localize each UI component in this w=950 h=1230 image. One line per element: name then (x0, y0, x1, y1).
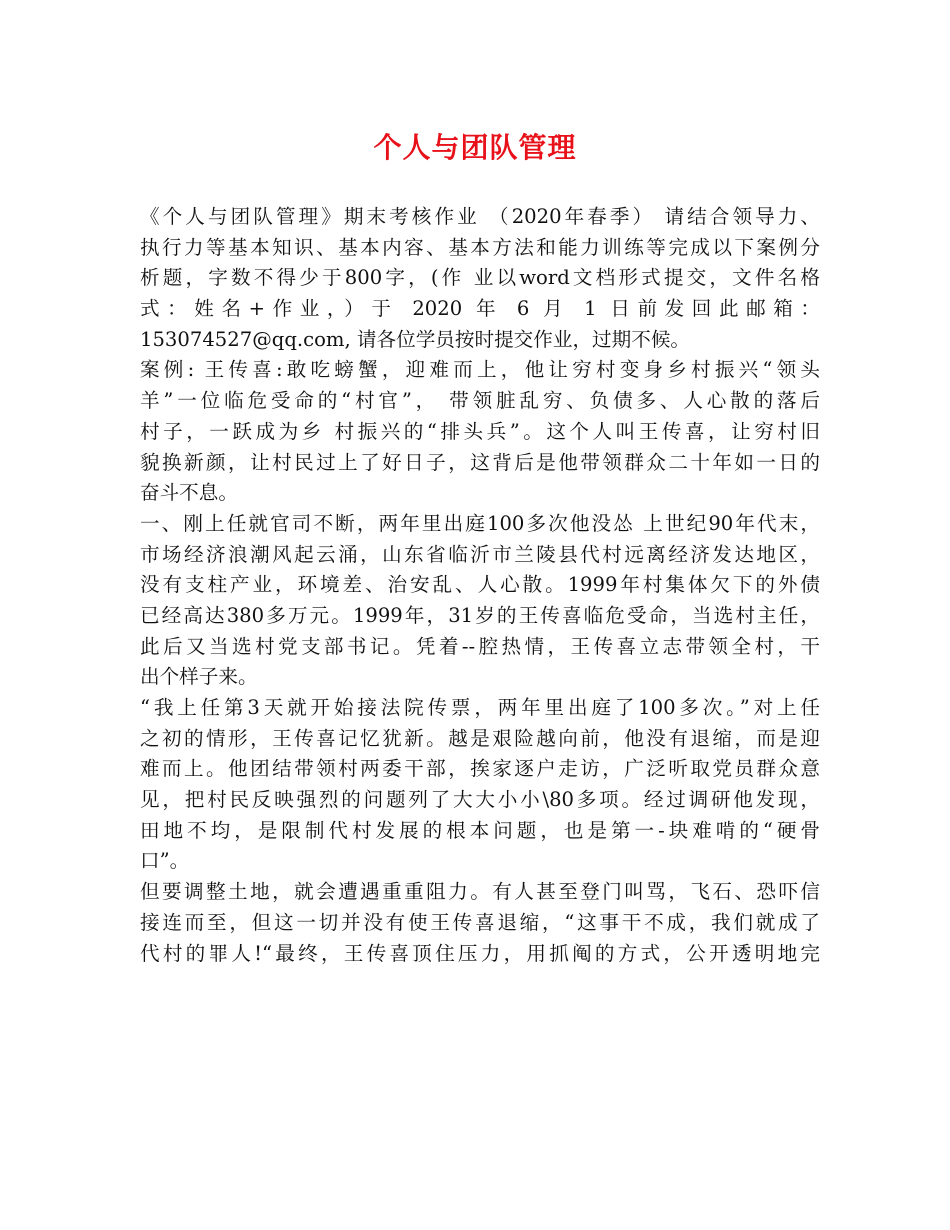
body-line: 153074527@qq.com, 请各位学员按时提交作业，过期不候。 (140, 327, 691, 351)
body-line: 羊”一位临危受命的“村官”， 带领脏乱穷、负债多、人心散的落后 (140, 389, 820, 413)
body-line: 见，把村民反映强烈的问题列了大大小小\80多项。经过调研他发现， (140, 788, 820, 812)
body-line: 口”。 (140, 849, 190, 873)
body-line: 案例: 王传喜:敢吃螃蟹，迎难而上，他让穷村变身乡村振兴“领头 (140, 358, 820, 382)
body-line: “我上任第3天就开始接法院传票，两年里出庭了100多次。”对上任 (140, 696, 820, 719)
body-line: 代村的罪人!“最终，王传喜顶住压力，用抓阄的方式，公开透明地完 (140, 941, 820, 965)
document-body (140, 202, 820, 969)
body-line: 但要调整土地，就会遭遇重重阻力。有人甚至登门叫骂，飞石、恐吓信 (140, 880, 820, 904)
body-line: 村子，一跃成为乡 村振兴的“排头兵”。这个人叫王传喜，让穷村旧 (140, 419, 820, 443)
body-line: 一、刚上任就官司不断，两年里出庭100多次他没怂 上世纪90年代末， (140, 511, 820, 535)
body-line: 难而上。他团结带领村两委干部，挨家逐户走访，广泛听取党员群众意 (140, 757, 820, 781)
body-line: 《个人与团队管理》期末考核作业 （2020年春季） 请结合领导力、 (140, 205, 820, 228)
body-line: 没有支柱产业，环境差、治安乱、人心散。1999年村集体欠下的外债 (140, 573, 820, 597)
body-line: 之初的情形，王传喜记忆犹新。越是艰险越向前，他没有退缩，而是迎 (140, 726, 820, 750)
document-title: 个人与团队管理 (373, 131, 577, 164)
body-line: 出个样子来。 (140, 665, 258, 689)
body-line: 此后又当选村党支部书记。凭着--腔热情，王传喜立志带领全村，干 (140, 634, 820, 658)
body-line: 接连而至，但这一切并没有使王传喜退缩，“这事干不成，我们就成了 (140, 910, 820, 934)
body-line: 析题，字数不得少于800字，(作 业以word文档形式提交，文件名格 (140, 266, 820, 290)
body-line: 市场经济浪潮风起云涌，山东省临沂市兰陵县代村远离经济发达地区， (140, 542, 820, 566)
body-line: 貌换新颜，让村民过上了好日子，这背后是他带领群众二十年如一日的 (140, 450, 820, 474)
body-line: 奋斗不息。 (140, 481, 238, 505)
body-line: 式：姓名+作业，）于 2020 年 6 月 1 日前发回此邮箱： (140, 297, 820, 321)
body-line: 执行力等基本知识、基本内容、基本方法和能力训练等完成以下案例分 (140, 235, 820, 259)
body-line: 田地不均，是限制代村发展的根本问题，也是第一-块难啃的“硬骨 (140, 818, 820, 842)
body-line: 已经高达380多万元。1999年，31岁的王传喜临危受命，当选村主任， (140, 603, 820, 627)
